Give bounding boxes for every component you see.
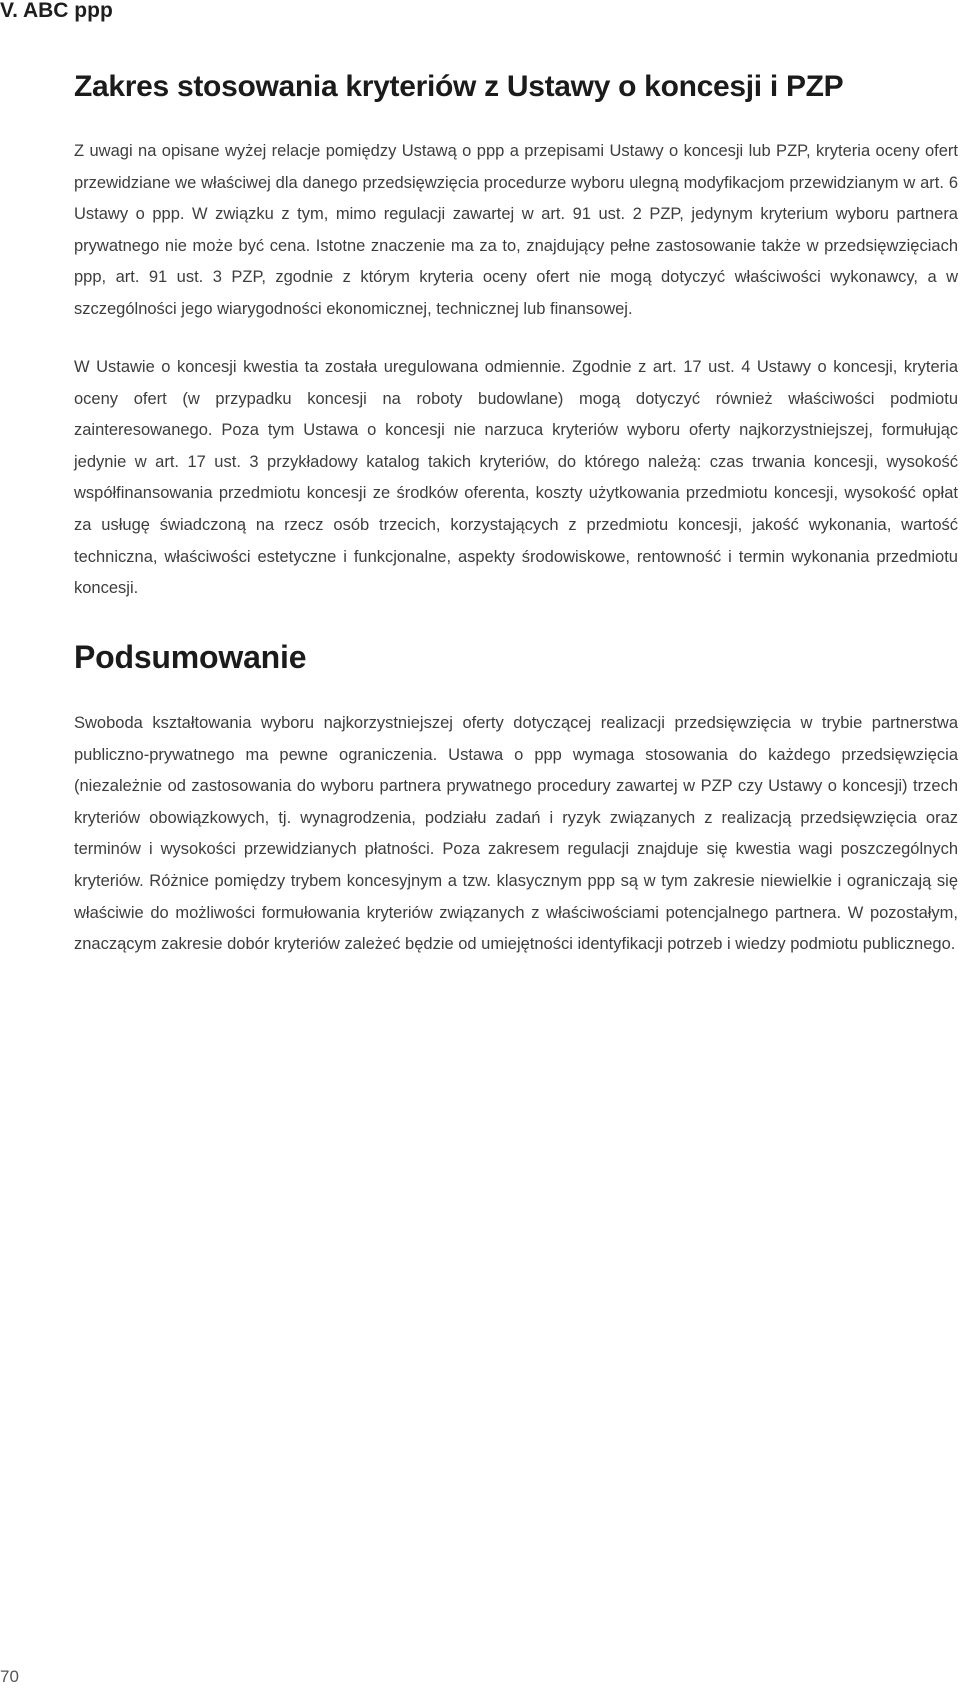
paragraph-criteria-modifications: Z uwagi na opisane wyżej relacje pomiędzy Ustawą o ppp a przepisami Ustawy o koncesji lub PZP, kryteria oceny ofert przewidziane we właściwej dla danego przedsięwzięcia procedurze wyboru ulegną modyfikacjom przewidzianym w art. 6 Ustawy o ppp. W związku z tym, mimo regulacji zawartej w art. 91 ust. 2 PZP, jedynym kryterium wyboru partnera prywatnego nie może być cena. Istotne znaczenie ma za to, znajdujący pełne zastosowanie także w przedsięwzięciach ppp, art. 91 ust. 3 PZP, zgodnie z którym kryteria oceny ofert nie mogą dotyczyć właściwości wykonawcy, a w szczególności jego wiarygodności ekonomicznej, technicznej lub finansowej.: [74, 142, 958, 318]
page-number: 70: [0, 1667, 19, 1686]
section-title-criteria-scope: Zakres stosowania kryteriów z Ustawy o koncesji i PZP: [74, 70, 844, 103]
running-header: V. ABC ppp: [0, 0, 113, 22]
paragraph-concession-act: W Ustawie o koncesji kwestia ta została uregulowana odmiennie. Zgodnie z art. 17 ust. 4 Ustawy o koncesji, kryteria oceny ofert (w przypadku koncesji na roboty budowlane) mogą dotyczyć również właściwości podmiotu zainteresowanego. Poza tym Ustawa o koncesji nie narzuca kryteriów wyboru oferty najkorzystniejszej, formułując jedynie w art. 17 ust. 3 przykładowy katalog takich kryteriów, do którego należą: czas trwania koncesji, wysokość współfinansowania przedmiotu koncesji ze środków oferenta, koszty użytkowania przedmiotu koncesji, wysokość opłat za usługę świadczoną na rzecz osób trzecich, korzystających z przedmiotu koncesji, jakość wykonania, wartość techniczna, właściwości estetyczne i funkcjonalne, aspekty środowiskowe, rentowność i termin wykonania przedmiotu koncesji.: [74, 358, 958, 598]
section-title-summary: Podsumowanie: [74, 639, 307, 675]
paragraph-summary: Swoboda kształtowania wyboru najkorzystniejszej oferty dotyczącej realizacji przedsięwzięcia w trybie partnerstwa publiczno-prywatnego ma pewne ograniczenia. Ustawa o ppp wymaga stosowania do każdego przedsięwzięcia (niezależnie od zastosowania do wyboru partnera prywatnego procedury zawartej w PZP czy Ustawy o koncesji) trzech kryteriów obowiązkowych, tj. wynagrodzenia, podziału zadań i ryzyk związanych z realizacją przedsięwzięcia oraz terminów i wysokości przewidzianych płatności. Poza zakresem regulacji znajduje się kwestia wagi poszczególnych kryteriów. Różnice pomiędzy trybem koncesyjnym a tzw. klasycznym ppp są w tym zakresie niewielkie i ograniczają się właściwie do możliwości formułowania kryteriów związanych z właściwościami potencjalnego partnera. W pozostałym, znaczącym zakresie dobór kryteriów zależeć będzie od umiejętności identyfikacji potrzeb i wiedzy podmiotu publicznego.: [74, 714, 958, 954]
